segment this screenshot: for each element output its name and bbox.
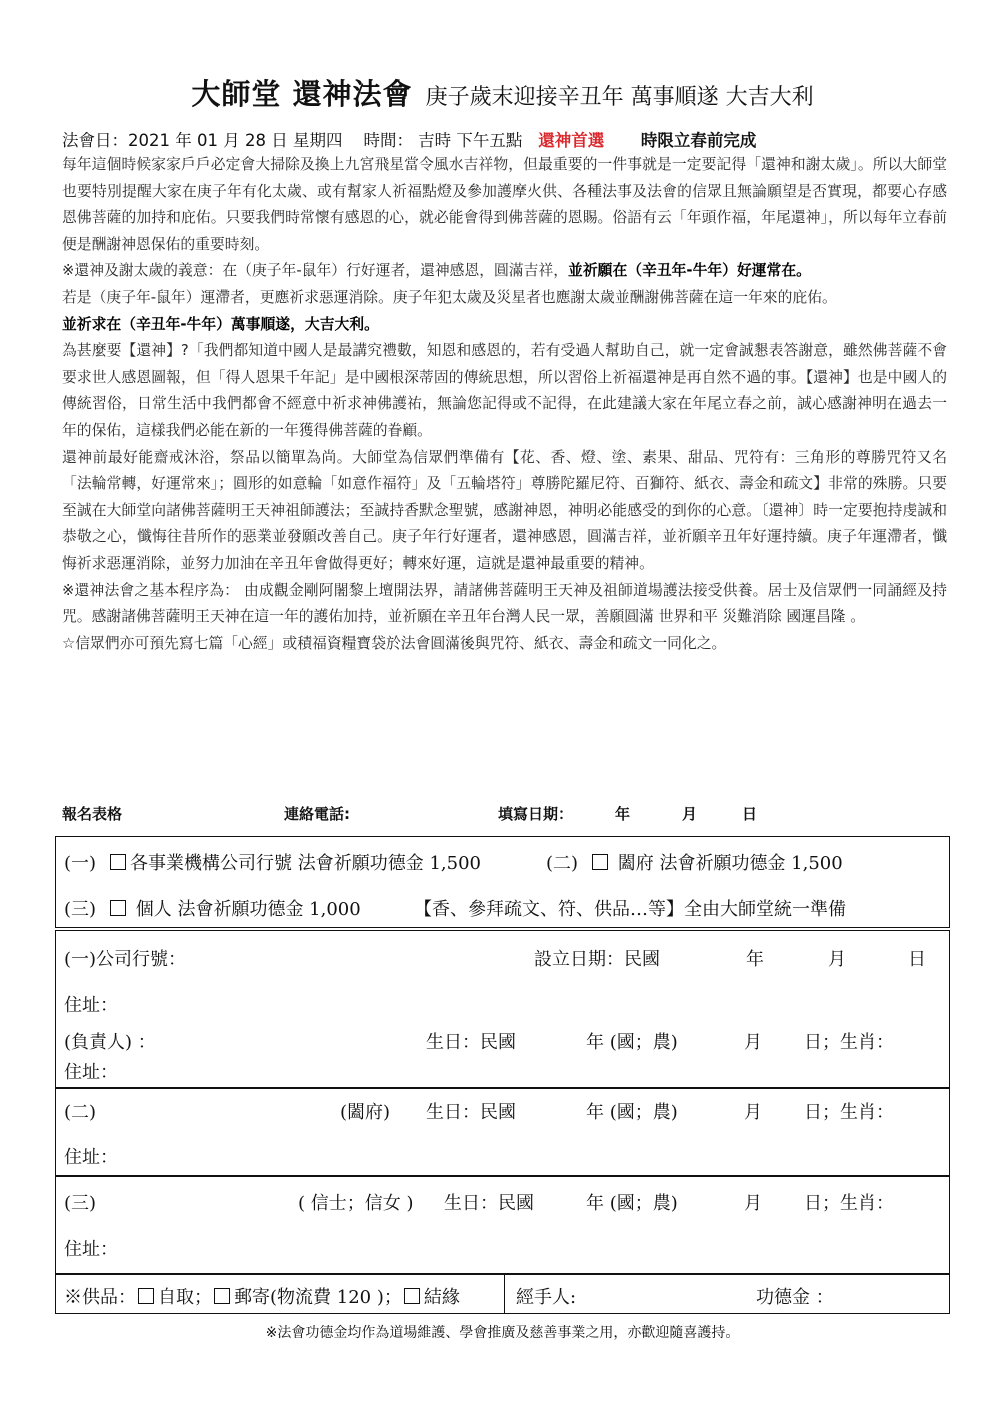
event-info (62, 127, 756, 151)
event-date: 法會日：2021 年 01 月 28 日 星期四 (62, 131, 343, 150)
family-address-label[interactable]: 住址： (64, 1147, 118, 1168)
phone-label: 連絡電話: (284, 805, 350, 823)
responsible-month: 月 (744, 1032, 762, 1053)
footer-note: ※法會功德金均作為道場維護、學會推廣及慈善事業之用，亦歡迎隨喜護持。 (265, 1325, 740, 1341)
paragraph-meaning (62, 258, 947, 285)
option-2-num: (二) (546, 853, 579, 874)
option-2-checkbox[interactable] (592, 854, 608, 870)
responsible-address-label[interactable]: 住址： (64, 1062, 118, 1083)
self-pickup-label: 自取； (158, 1287, 212, 1308)
registration-form (55, 930, 950, 1274)
family-month: 月 (744, 1102, 762, 1123)
title-main: 大師堂 還神法會 (191, 77, 413, 111)
option-3-num: (三) (64, 899, 97, 920)
established-month: 月 (828, 949, 846, 970)
options-box (55, 836, 950, 928)
family-year-type: 年 (國；農) (586, 1102, 678, 1123)
meaning-normal: ※還神及謝太歲的義意：在（庚子年-鼠年）行好運者，還神感恩，圓滿吉祥， (62, 262, 569, 280)
body-text (62, 152, 947, 657)
individual-month: 月 (744, 1193, 762, 1214)
option-2-label: 闔府 法會祈願功德金 1,500 (617, 853, 843, 874)
responsible-birthday-label[interactable]: 生日：民國 (426, 1032, 516, 1053)
paragraph-intro: 每年這個時候家家戶戶必定會大掃除及換上九宮飛星當令風水吉祥物，但最重要的一件事就是一定要記得「還神和謝太歲」。所以大師堂也要特別提醒大家在庚子年有化太歲、或有幫家人祈福點燈及參加護摩火供、各種法事及法會的信眾且無論願望是否實現，都要心存感恩佛菩薩的加持和庇佑。只要我們時常懷有感恩的心，就必能會得到佛菩薩的恩賜。俗語有云「年頭作福，年尾還神」，所以每年立春前便是酬謝神恩保佑的重要時刻。 (62, 156, 947, 253)
mail-label: 郵寄(物流費 120 )； (234, 1287, 402, 1308)
handler-label[interactable]: 經手人: (516, 1287, 577, 1308)
supply-divider (504, 1275, 505, 1313)
fill-date-month: 月 (682, 805, 698, 823)
established-day: 日 (908, 949, 926, 970)
paragraph-why: 為甚麼要【還神】?「我們都知道中國人是最講究禮數，知恩和感恩的，若有受過人幫助自己，就一定會誠懇表答謝意，雖然佛菩薩不會要求世人感恩圖報，但「得人恩果千年記」是中國根深蒂固的傳統思想，所以習俗上祈福還神是再自然不過的事。【還神】也是中國人的傳統習俗，日常生活中我們都會不經意中祈求神佛護祐，無論您記得或不記得，在此建議大家在年尾立春之前，誠心感謝神明在過去一年的保佑，這樣我們必能在新的一年獲得佛菩薩的眷顧。 (62, 342, 947, 439)
fill-date-day: 日 (742, 805, 758, 823)
supply-box (55, 1274, 950, 1314)
family-num: (二) (64, 1102, 97, 1123)
event-time: 時間： 吉時 下午五點 (363, 131, 523, 150)
options-note: 【香、參拜疏文、符、供品…等】全由大師堂統一準備 (414, 899, 846, 920)
divider-1 (56, 1087, 949, 1089)
mail-checkbox[interactable] (214, 1288, 230, 1304)
page-title (0, 72, 1005, 113)
supply-label: ※供品： (64, 1287, 136, 1308)
option-3-checkbox[interactable] (110, 900, 126, 916)
option-1-checkbox[interactable] (110, 854, 126, 870)
donate-label: 結緣 (423, 1287, 460, 1308)
merit-label[interactable]: 功德金 ： (756, 1287, 834, 1308)
responsible-label[interactable]: (負責人) ： (64, 1032, 156, 1053)
paragraph-preparation: 還神前最好能齋戒沐浴，祭品以簡單為尚。大師堂為信眾們準備有【花、香、燈、塗、素果、甜品、咒符有：三角形的尊勝咒符又名「法輪常轉，好運常來」；圓形的如意輪「如意作福符」及「五輪塔符」尊勝陀羅尼符、百獅符、紙衣、壽金和疏文】非常的殊勝。只要至誠在大師堂向諸佛菩薩明王天神祖師護法；至誠持香默念聖號，感謝神恩，神明必能感受的到你的心意。〔還神〕時一定要抱持虔誠和恭敬之心，懺悔往昔所作的惡業並發願改善自己。庚子年行好運者，還神感恩，圓滿吉祥，並祈願辛丑年好運持續。庚子年運滯者，懺悔祈求惡運消除，並努力加油在辛丑年會做得更好；轉來好運，這就是還神最重要的精神。 (62, 448, 947, 572)
option-1-num: (一) (64, 853, 97, 874)
family-zodiac[interactable]: 日；生肖： (804, 1102, 894, 1123)
deadline-text: 時限立春前完成 (640, 131, 757, 150)
family-birthday-label[interactable]: 生日：民國 (426, 1102, 516, 1123)
company-address-label[interactable]: 住址： (64, 995, 118, 1016)
established-year: 年 (746, 949, 764, 970)
fill-date-year: 年 (615, 805, 631, 823)
form-label: 報名表格 (62, 805, 123, 823)
established-label[interactable]: 設立日期：民國 (534, 949, 660, 970)
title-sub: 庚子歲末迎接辛丑年 萬事順遂 大吉大利 (425, 85, 814, 110)
fill-date-label: 填寫日期： (498, 805, 574, 823)
self-pickup-checkbox[interactable] (138, 1288, 154, 1304)
highlight-text: 還神首選 (538, 131, 605, 150)
individual-year-type: 年 (國；農) (586, 1193, 678, 1214)
donate-checkbox[interactable] (404, 1288, 420, 1304)
responsible-zodiac[interactable]: 日；生肖： (804, 1032, 894, 1053)
paragraph-procedure: ※還神法會之基本程序為： 由成觀金剛阿闍黎上壇開法界，請諸佛菩薩明王天神及祖師道場護法接受供養。居士及信眾們一同誦經及持咒。感謝諸佛菩薩明王天神在這一年的護佑加持，並祈願在辛丑年台灣人民一眾，善願圓滿 世界和平 災難消除 國運昌隆 。 (62, 581, 947, 626)
paragraph-misfortune: 若是（庚子年-鼠年）運滯者，更應祈求惡運消除。庚子年犯太歲及災星者也應謝太歲並酬謝佛菩薩在這一年來的庇佑。 (62, 288, 837, 306)
family-label[interactable]: (闔府) (340, 1102, 391, 1123)
divider-2 (56, 1175, 949, 1177)
individual-zodiac[interactable]: 日；生肖： (804, 1193, 894, 1214)
meaning-bold: 並祈願在（辛丑年-牛年）好運常在。 (568, 262, 811, 280)
individual-birthday-label[interactable]: 生日：民國 (444, 1193, 534, 1214)
responsible-year-type: 年 (國；農) (586, 1032, 678, 1053)
individual-gender[interactable]: ( 信士；信女 ) (298, 1193, 414, 1214)
paragraph-blessing: 並祈求在（辛丑年-牛年）萬事順遂，大吉大利。 (62, 315, 379, 333)
paragraph-sutra: ☆信眾們亦可預先寫七篇「心經」或積福資糧寶袋於法會圓滿後與咒符、紙衣、壽金和疏文一同化之。 (62, 634, 727, 652)
option-3-label: 個人 法會祈願功德金 1,000 (135, 899, 361, 920)
company-label[interactable]: (一)公司行號： (64, 949, 187, 970)
individual-address-label[interactable]: 住址： (64, 1239, 118, 1260)
option-1-label: 各事業機構公司行號 法會祈願功德金 1,500 (130, 853, 481, 874)
individual-num: (三) (64, 1193, 97, 1214)
